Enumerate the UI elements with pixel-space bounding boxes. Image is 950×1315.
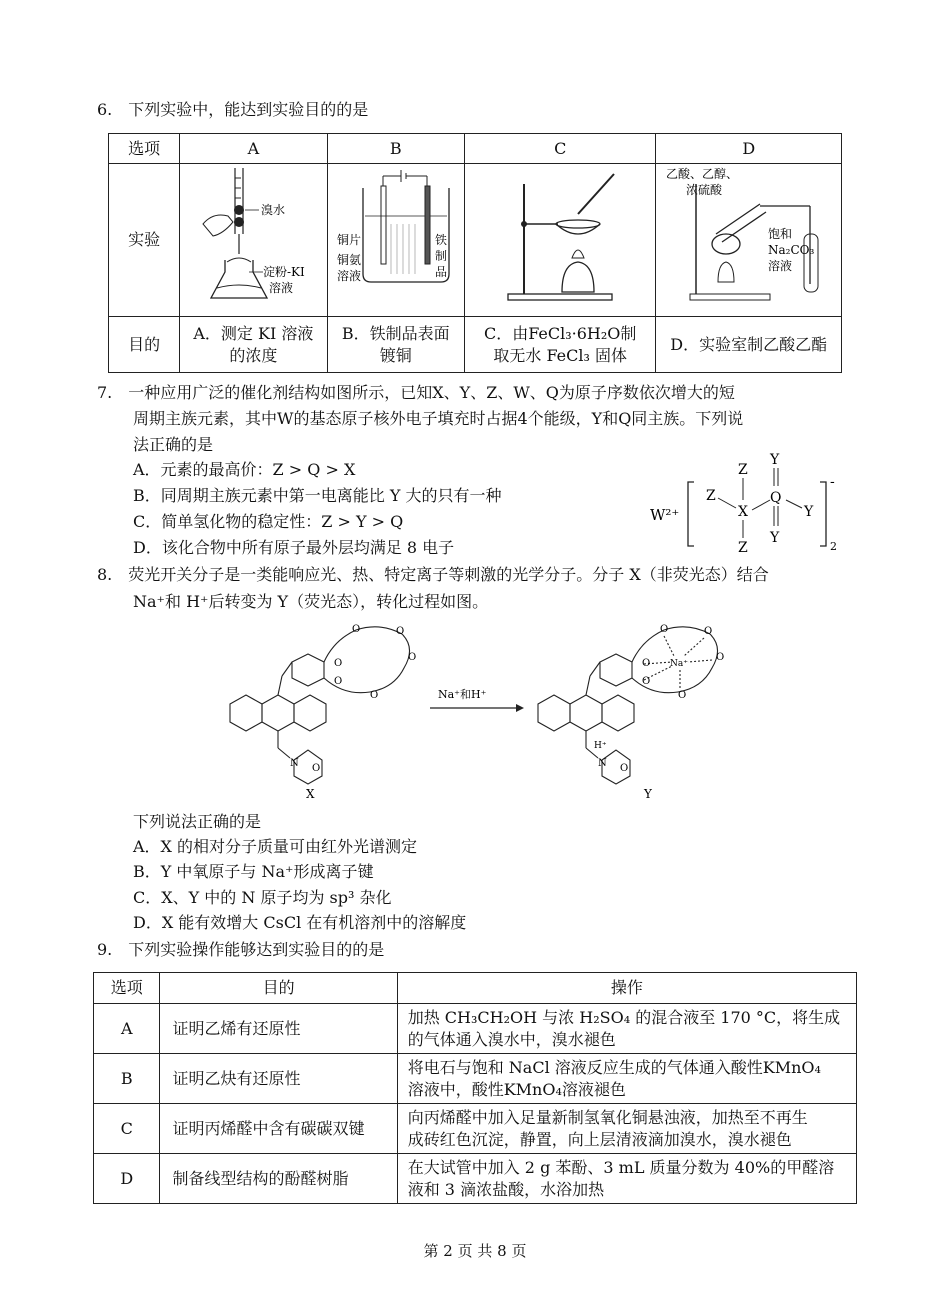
svg-text:Y: Y [770,452,780,468]
svg-text:O: O [678,690,687,701]
svg-text:溴水: 溴水 [261,203,286,217]
q8-option-a: A．X 的相对分子质量可由红外光谱测定 [133,837,418,856]
svg-text:O: O [642,658,651,669]
svg-text:O: O [334,658,343,669]
svg-text:乙酸、乙醇、: 乙酸、乙醇、 [665,167,738,181]
svg-text:品: 品 [434,265,447,279]
svg-text:Q: Q [770,490,782,506]
q8-option-c: C．X、Y 中的 N 原子均为 sp³ 杂化 [133,888,392,907]
titration-apparatus-figure [183,164,323,310]
svg-text:X: X [306,787,315,801]
q9-row-a: A 证明乙烯有还原性 加热 CH₃CH₂OH 与浓 H₂SO₄ 的混合液至 170 °C，将生成 的气体通入溴水中，溴水褪色 [94,1004,857,1054]
q6-goal-c: C．由FeCl₃·6H₂O制 取无水 FeCl₃ 固体 [464,317,656,373]
svg-text:饱和: 饱和 [767,227,792,241]
svg-text:铜片: 铜片 [336,233,361,247]
electroplating-cell-figure [331,164,461,310]
svg-text:溶液: 溶液 [336,269,361,283]
svg-text:溶液: 溶液 [767,259,792,273]
svg-text:O: O [704,626,713,637]
q6-goal-a: A．测定 KI 溶液 的浓度 [180,317,327,373]
q6-goal-b: B．铁制品表面 镀铜 [327,317,464,373]
q6-stem: 6. 下列实验中，能达到实验目的的是 [97,100,369,119]
svg-text:H⁺: H⁺ [594,741,607,751]
q9-header-option: 选项 [94,973,160,1004]
q6-goal-d: D．实验室制乙酸乙酯 [656,317,842,373]
q6-header-c: C [464,134,656,164]
svg-text:O: O [408,652,417,663]
svg-text:铁: 铁 [434,233,447,247]
q7-option-c: C．简单氢化物的稳定性：Z > Y > Q [133,512,404,531]
svg-text:Y: Y [644,787,652,801]
q7-stem-line-2: 周期主族元素，其中W的基态原子核外电子填充时占据4个能级，Y和Q同主族。下列说 [133,409,744,428]
svg-text:Z: Z [706,488,716,504]
svg-text:Z: Z [738,540,748,556]
q6-fig-c [464,164,656,317]
q8-option-b: B．Y 中氧原子与 Na⁺形成离子键 [133,862,374,881]
svg-text:-: - [830,474,835,490]
q7-option-b: B．同周期主族元素中第一电离能比 Y 大的只有一种 [133,486,502,505]
q9-table [93,972,857,1204]
svg-text:O: O [642,676,651,687]
svg-text:X: X [738,504,748,520]
q6-fig-a [180,164,327,317]
svg-text:Y: Y [770,530,780,546]
svg-text:O: O [334,676,343,687]
q8-stem-line-1: 8. 荧光开关分子是一类能响应光、热、特定离子等刺激的光学分子。分子 X（非荧光态）结合 [97,565,769,584]
q7-option-a: A．元素的最高价：Z > Q > X [133,460,356,479]
q6-row-exp-label: 实验 [109,164,180,317]
q9-row-b: B 证明乙炔有还原性 将电石与饱和 NaCl 溶液反应生成的气体通入酸性KMnO₄ 溶液中，酸性KMnO₄溶液褪色 [94,1054,857,1104]
svg-text:N: N [290,758,299,769]
page-footer: 第 2 页 共 8 页 [423,1242,527,1260]
svg-text:O: O [370,690,379,701]
q8-stem-line-2: Na⁺和 H⁺后转变为 Y（荧光态），转化过程如图。 [133,592,489,611]
q6-header-a: A [180,134,327,164]
q6-header-option: 选项 [109,134,180,164]
molecule-x [230,627,410,784]
evaporation-dish-figure [468,164,652,310]
q6-fig-d [656,164,842,317]
svg-text:2: 2 [830,540,837,553]
q6-header-d: D [656,134,842,164]
svg-text:O: O [312,763,321,774]
svg-text:O: O [716,652,725,663]
q7-structure-figure [648,446,848,558]
svg-text:铜氨: 铜氨 [336,253,361,267]
svg-text:淀粉-KI: 淀粉-KI [263,265,306,279]
q6-table [108,133,842,373]
q8-reaction-scheme [220,618,730,808]
svg-text:Na⁺和H⁺: Na⁺和H⁺ [438,688,487,701]
svg-text:O: O [396,626,405,637]
svg-text:溶液: 溶液 [269,281,294,295]
q9-header-goal: 目的 [160,973,397,1004]
q6-row-goal-label: 目的 [109,317,180,373]
q7-option-d: D．该化合物中所有原子最外层均满足 8 电子 [133,538,455,557]
q7-stem-line-1: 7. 一种应用广泛的催化剂结构如图所示，已知X、Y、Z、W、Q为原子序数依次增大的短 [97,383,735,402]
ethyl-acetate-apparatus-figure [660,164,838,310]
svg-text:O: O [660,624,669,635]
svg-text:制: 制 [434,249,447,263]
q9-row-c: C 证明丙烯醛中含有碳碳双键 向丙烯醛中加入足量新制氢氧化铜悬浊液，加热至不再生 成砖红色沉淀，静置，向上层清液滴加溴水，溴水褪色 [94,1104,857,1154]
svg-text:浓硫酸: 浓硫酸 [685,183,722,197]
q9-header-op: 操作 [397,973,856,1004]
q6-fig-b [327,164,464,317]
q8-option-d: D．X 能有效增大 CsCl 在有机溶剂中的溶解度 [133,913,467,932]
svg-text:O: O [620,763,629,774]
q8-prompt: 下列说法正确的是 [133,812,262,831]
q7-stem-line-3: 法正确的是 [133,435,214,454]
molecule-y [538,627,718,784]
q6-header-b: B [327,134,464,164]
svg-text:Y: Y [804,504,814,520]
svg-text:N: N [598,758,607,769]
svg-text:W²⁺: W²⁺ [650,506,680,524]
svg-text:O: O [352,624,361,635]
q9-stem: 9. 下列实验操作能够达到实验目的的是 [97,940,385,959]
svg-text:Na₂CO₃: Na₂CO₃ [767,243,815,257]
q9-row-d: D 制备线型结构的酚醛树脂 在大试管中加入 2 g 苯酚、3 mL 质量分数为 40%的甲醛溶 液和 3 滴浓盐酸，水浴加热 [94,1154,857,1204]
svg-text:Z: Z [738,462,748,478]
svg-text:Na⁺: Na⁺ [670,659,688,669]
